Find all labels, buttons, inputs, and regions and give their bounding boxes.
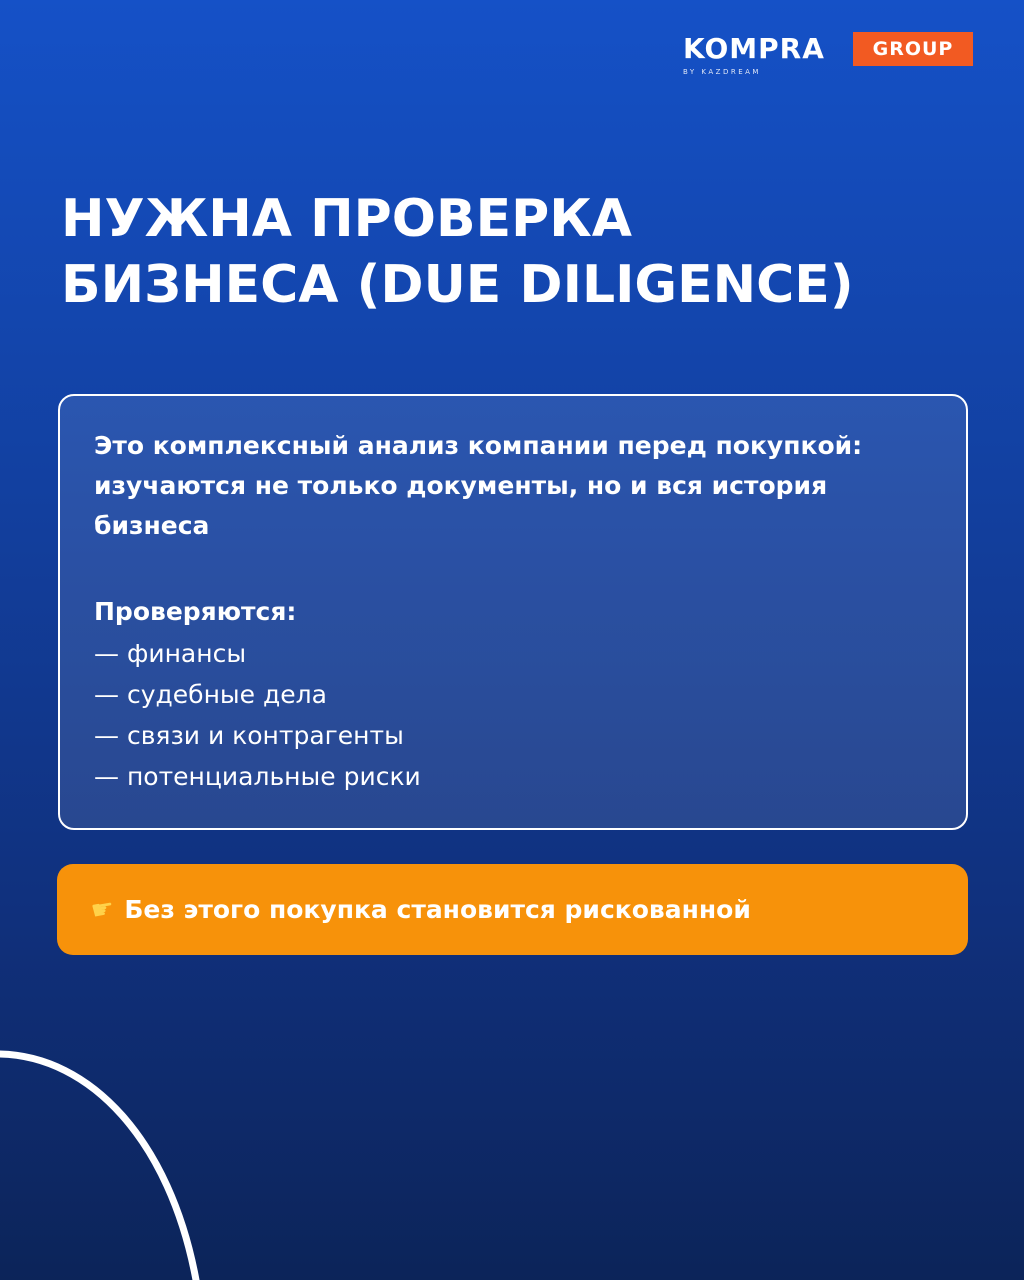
page-title-line-1: НУЖНА ПРОВЕРКА: [61, 189, 632, 249]
callout-text: Без этого покупка становится рискованной: [124, 895, 751, 924]
info-intro-text: Это комплексный анализ компании перед покупкой: изучаются не только документы, но и вся история бизнеса: [94, 431, 863, 540]
brand-name: KOMPRA: [683, 32, 825, 65]
brand-logo: [683, 30, 975, 80]
white-arc-decoration: [0, 1040, 220, 1280]
checked-heading: Проверяются:: [94, 597, 297, 626]
list-item: — потенциальные риски: [94, 762, 421, 791]
page-title-line-2: БИЗНЕСА (DUE DILIGENCE): [61, 255, 854, 315]
brand-badge: GROUP: [853, 32, 973, 66]
brand-tagline: BY KAZDREAM: [683, 68, 761, 76]
pointing-hand-icon: ☛: [88, 892, 117, 927]
info-card: [58, 394, 968, 830]
warning-callout: [57, 864, 968, 955]
list-item: — финансы: [94, 639, 247, 668]
list-item: — судебные дела: [94, 680, 327, 709]
checked-list: [94, 633, 421, 797]
list-item: — связи и контрагенты: [94, 721, 404, 750]
page-title: [61, 186, 981, 318]
